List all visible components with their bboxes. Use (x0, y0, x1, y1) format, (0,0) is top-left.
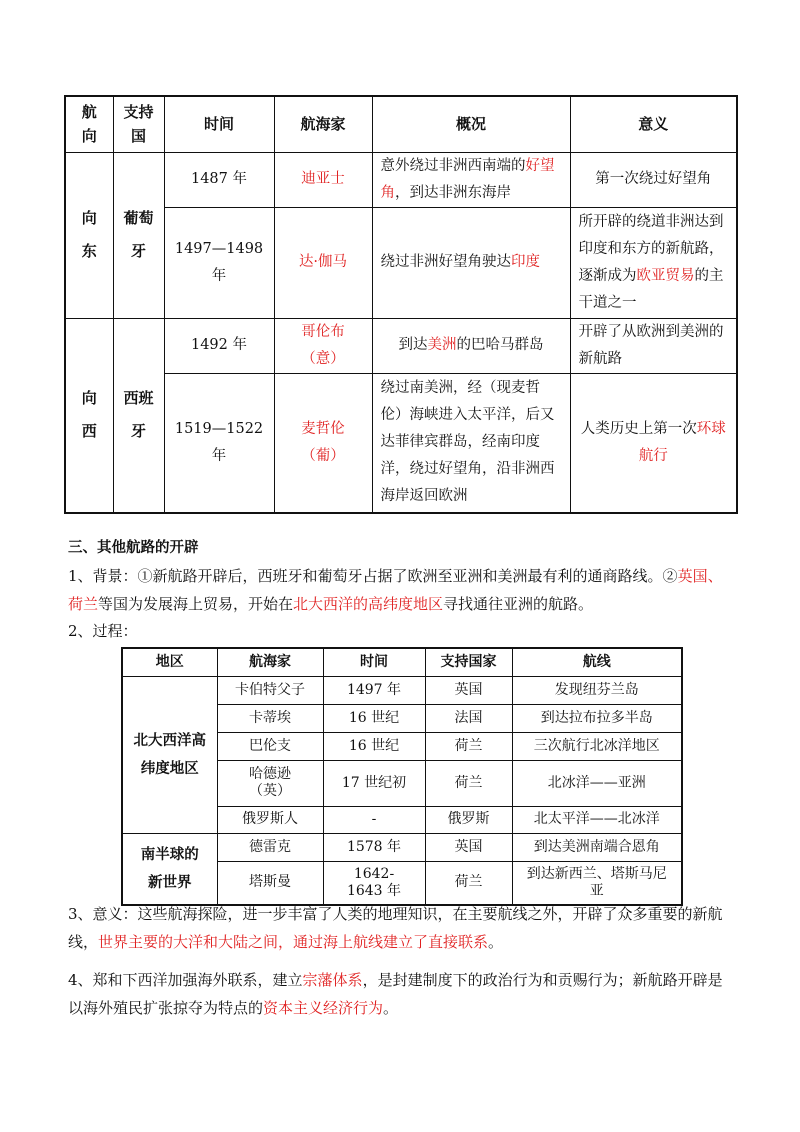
overview-cell: 绕过南美洲，经（现麦哲伦）海峡进入太平洋，后又达菲律宾群岛，经南印度洋，绕过好望角，沿非洲西海岸返回欧洲 (372, 373, 570, 513)
meaning-cell: 第一次绕过好望角 (570, 152, 737, 207)
region-southern-hemisphere: 南半球的新世界 (122, 833, 217, 905)
table-row (122, 833, 682, 861)
navigator-cell: 哥伦布（意） (274, 318, 372, 373)
time-cell: 1578 年 (323, 833, 425, 861)
significance-paragraph: 3、意义：这些航海探险，进一步丰富了人类的地理知识，在主要航线之外，开辟了众多重要的新航线，世界主要的大洋和大陆之间，通过海上航线建立了直接联系。 (68, 905, 723, 951)
country-cell: 法国 (425, 704, 512, 732)
overview-cell: 意外绕过非洲西南端的好望角，到达非洲东海岸 (372, 152, 570, 207)
header-country: 支持国 (113, 96, 164, 152)
route-cell: 发现纽芬兰岛 (512, 676, 682, 704)
country-portugal: 葡萄牙 (113, 152, 164, 318)
header-overview: 概况 (372, 96, 570, 152)
navigator-cell: 哈德逊（英） (217, 760, 323, 806)
country-cell: 英国 (425, 833, 512, 861)
navigator-cell: 卡伯特父子 (217, 676, 323, 704)
navigator-cell: 德雷克 (217, 833, 323, 861)
route-cell: 到达拉布拉多半岛 (512, 704, 682, 732)
section-heading: 三、其他航路的开辟 (68, 540, 199, 556)
direction-east: 向东 (65, 152, 113, 318)
time-cell: 1497 年 (323, 676, 425, 704)
country-cell: 荷兰 (425, 861, 512, 905)
navigator-cell: 迪亚士 (274, 152, 372, 207)
route-cell: 到达新西兰、塔斯马尼亚 (512, 861, 682, 905)
direction-west: 向西 (65, 318, 113, 513)
time-cell: 1487 年 (164, 152, 274, 207)
table-row (65, 207, 737, 318)
other-routes-table (121, 647, 683, 906)
time-cell: - (323, 806, 425, 833)
meaning-cell: 开辟了从欧洲到美洲的新航路 (570, 318, 737, 373)
meaning-cell: 人类历史上第一次环球航行 (570, 373, 737, 513)
header-meaning: 意义 (570, 96, 737, 152)
header-time: 时间 (323, 648, 425, 676)
table-row (65, 373, 737, 513)
table-row (65, 318, 737, 373)
time-cell: 16 世纪 (323, 732, 425, 760)
route-cell: 到达美洲南端合恩角 (512, 833, 682, 861)
time-cell: 1492 年 (164, 318, 274, 373)
country-cell: 英国 (425, 676, 512, 704)
navigator-cell: 巴伦支 (217, 732, 323, 760)
table-header-row (65, 96, 737, 152)
route-cell: 北太平洋——北冰洋 (512, 806, 682, 833)
navigator-cell: 达·伽马 (274, 207, 372, 318)
header-navigator: 航海家 (217, 648, 323, 676)
country-cell: 荷兰 (425, 760, 512, 806)
meaning-cell: 所开辟的绕道非洲达到印度和东方的新航路，逐渐成为欧亚贸易的主干道之一 (570, 207, 737, 318)
region-north-atlantic: 北大西洋高纬度地区 (122, 676, 217, 833)
navigator-cell: 俄罗斯人 (217, 806, 323, 833)
time-cell: 16 世纪 (323, 704, 425, 732)
background-paragraph: 1、背景：①新航路开辟后，西班牙和葡萄牙占据了欧洲至亚洲和美洲最有利的通商路线。②英国、荷兰等国为发展海上贸易，开始在北大西洋的高纬度地区寻找通往亚洲的航路。 (68, 567, 723, 613)
navigator-cell: 麦哲伦（葡） (274, 373, 372, 513)
table-row (65, 152, 737, 207)
overview-cell: 绕过非洲好望角驶达印度 (372, 207, 570, 318)
header-navigator: 航海家 (274, 96, 372, 152)
time-cell: 1519—1522 年 (164, 373, 274, 513)
eastward-westward-voyages-table (64, 95, 738, 514)
navigator-cell: 卡蒂埃 (217, 704, 323, 732)
country-cell: 荷兰 (425, 732, 512, 760)
country-spain: 西班牙 (113, 318, 164, 513)
header-region: 地区 (122, 648, 217, 676)
route-cell: 北冰洋——亚洲 (512, 760, 682, 806)
header-direction: 航向 (65, 96, 113, 152)
route-cell: 三次航行北冰洋地区 (512, 732, 682, 760)
header-country: 支持国家 (425, 648, 512, 676)
time-cell: 17 世纪初 (323, 760, 425, 806)
time-cell: 1642-1643 年 (323, 861, 425, 905)
comparison-paragraph: 4、郑和下西洋加强海外联系，建立宗藩体系，是封建制度下的政治行为和贡赐行为；新航路开辟是以海外殖民扩张掠夺为特点的资本主义经济行为。 (68, 971, 723, 1017)
process-label: 2、过程： (68, 622, 138, 640)
table-row (122, 676, 682, 704)
navigator-cell: 塔斯曼 (217, 861, 323, 905)
time-cell: 1497—1498 年 (164, 207, 274, 318)
table-header-row (122, 648, 682, 676)
header-route: 航线 (512, 648, 682, 676)
header-time: 时间 (164, 96, 274, 152)
overview-cell: 到达美洲的巴哈马群岛 (372, 318, 570, 373)
country-cell: 俄罗斯 (425, 806, 512, 833)
